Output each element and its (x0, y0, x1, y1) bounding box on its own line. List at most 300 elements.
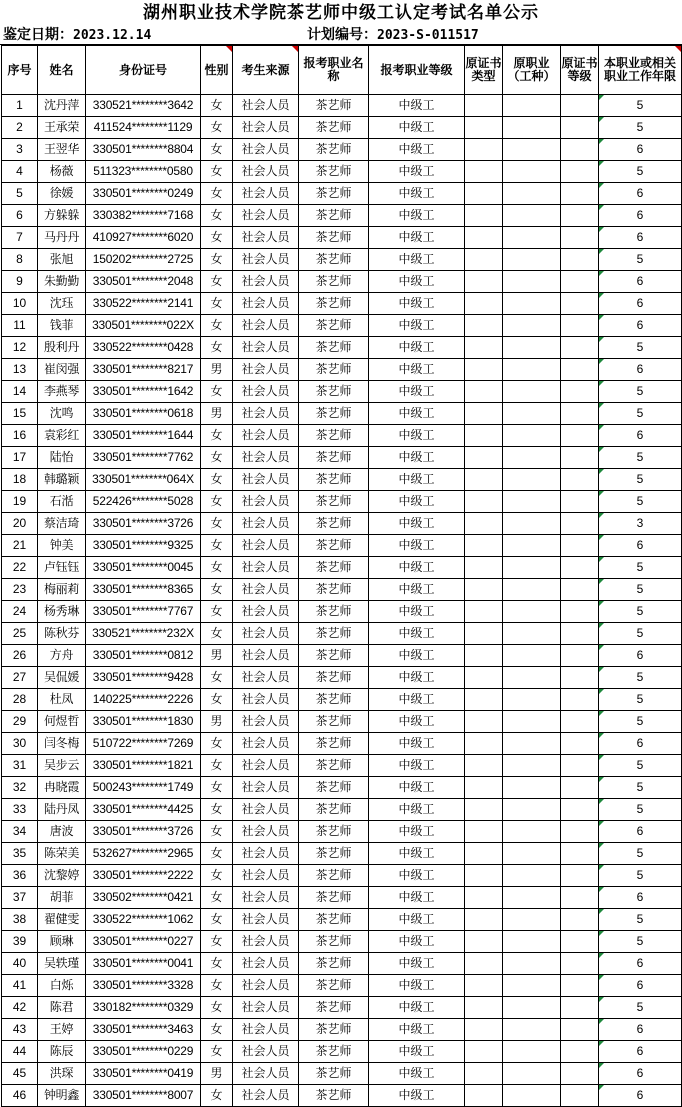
cell-orig-cert-type[interactable] (465, 689, 503, 711)
cell-id-number[interactable]: 330522********1062 (86, 909, 201, 931)
cell-source[interactable]: 社会人员 (233, 227, 299, 249)
cell-orig-cert-type[interactable] (465, 205, 503, 227)
cell-id-number[interactable]: 330522********2141 (86, 293, 201, 315)
cell-occupation[interactable]: 茶艺师 (299, 293, 369, 315)
cell-source[interactable]: 社会人员 (233, 689, 299, 711)
cell-id-number[interactable]: 330501********8217 (86, 359, 201, 381)
cell-index[interactable]: 37 (2, 887, 38, 909)
cell-id-number[interactable]: 330501********2222 (86, 865, 201, 887)
cell-work-years[interactable]: 5 (599, 161, 682, 183)
cell-orig-cert-type[interactable] (465, 777, 503, 799)
cell-index[interactable]: 2 (2, 117, 38, 139)
cell-work-years[interactable]: 5 (599, 491, 682, 513)
cell-orig-occupation[interactable] (503, 799, 561, 821)
cell-orig-cert-type[interactable] (465, 821, 503, 843)
cell-id-number[interactable]: 330521********232X (86, 623, 201, 645)
cell-level[interactable]: 中级工 (369, 161, 465, 183)
cell-work-years[interactable]: 6 (599, 425, 682, 447)
cell-level[interactable]: 中级工 (369, 469, 465, 491)
cell-occupation[interactable]: 茶艺师 (299, 909, 369, 931)
cell-orig-cert-type[interactable] (465, 117, 503, 139)
cell-level[interactable]: 中级工 (369, 139, 465, 161)
cell-occupation[interactable]: 茶艺师 (299, 843, 369, 865)
cell-level[interactable]: 中级工 (369, 271, 465, 293)
cell-name[interactable]: 梅丽莉 (38, 579, 86, 601)
cell-orig-cert-type[interactable] (465, 161, 503, 183)
cell-level[interactable]: 中级工 (369, 931, 465, 953)
cell-gender[interactable]: 女 (201, 95, 233, 117)
cell-work-years[interactable]: 5 (599, 403, 682, 425)
cell-gender[interactable]: 女 (201, 513, 233, 535)
cell-orig-cert-level[interactable] (561, 755, 599, 777)
cell-name[interactable]: 钟美 (38, 535, 86, 557)
cell-level[interactable]: 中级工 (369, 1019, 465, 1041)
cell-id-number[interactable]: 150202********2725 (86, 249, 201, 271)
cell-source[interactable]: 社会人员 (233, 821, 299, 843)
cell-orig-cert-level[interactable] (561, 117, 599, 139)
cell-id-number[interactable]: 511323********0580 (86, 161, 201, 183)
cell-id-number[interactable]: 330501********3463 (86, 1019, 201, 1041)
cell-gender[interactable]: 女 (201, 579, 233, 601)
cell-level[interactable]: 中级工 (369, 381, 465, 403)
cell-id-number[interactable]: 330501********1830 (86, 711, 201, 733)
cell-orig-cert-type[interactable] (465, 1085, 503, 1107)
cell-level[interactable]: 中级工 (369, 579, 465, 601)
cell-orig-occupation[interactable] (503, 359, 561, 381)
cell-occupation[interactable]: 茶艺师 (299, 513, 369, 535)
cell-name[interactable]: 翟健雯 (38, 909, 86, 931)
cell-occupation[interactable]: 茶艺师 (299, 997, 369, 1019)
cell-gender[interactable]: 男 (201, 1063, 233, 1085)
cell-orig-occupation[interactable] (503, 733, 561, 755)
cell-orig-cert-level[interactable] (561, 909, 599, 931)
cell-work-years[interactable]: 5 (599, 799, 682, 821)
cell-orig-cert-level[interactable] (561, 843, 599, 865)
cell-orig-cert-level[interactable] (561, 425, 599, 447)
cell-index[interactable]: 14 (2, 381, 38, 403)
cell-occupation[interactable]: 茶艺师 (299, 601, 369, 623)
cell-gender[interactable]: 女 (201, 425, 233, 447)
cell-gender[interactable]: 女 (201, 821, 233, 843)
cell-index[interactable]: 42 (2, 997, 38, 1019)
cell-work-years[interactable]: 5 (599, 667, 682, 689)
cell-orig-cert-type[interactable] (465, 359, 503, 381)
cell-occupation[interactable]: 茶艺师 (299, 645, 369, 667)
cell-orig-cert-type[interactable] (465, 513, 503, 535)
cell-index[interactable]: 10 (2, 293, 38, 315)
col-header-gender[interactable]: 性别 (201, 46, 233, 95)
cell-gender[interactable]: 女 (201, 689, 233, 711)
cell-occupation[interactable]: 茶艺师 (299, 1041, 369, 1063)
cell-source[interactable]: 社会人员 (233, 579, 299, 601)
cell-name[interactable]: 陈君 (38, 997, 86, 1019)
cell-source[interactable]: 社会人员 (233, 1019, 299, 1041)
cell-id-number[interactable]: 330501********0041 (86, 953, 201, 975)
cell-index[interactable]: 13 (2, 359, 38, 381)
cell-source[interactable]: 社会人员 (233, 513, 299, 535)
cell-orig-occupation[interactable] (503, 403, 561, 425)
cell-orig-cert-type[interactable] (465, 711, 503, 733)
cell-id-number[interactable]: 330501********1821 (86, 755, 201, 777)
cell-orig-cert-type[interactable] (465, 183, 503, 205)
cell-orig-occupation[interactable] (503, 931, 561, 953)
cell-level[interactable]: 中级工 (369, 1063, 465, 1085)
cell-level[interactable]: 中级工 (369, 425, 465, 447)
cell-level[interactable]: 中级工 (369, 447, 465, 469)
cell-name[interactable]: 方舟 (38, 645, 86, 667)
cell-level[interactable]: 中级工 (369, 535, 465, 557)
cell-gender[interactable]: 女 (201, 667, 233, 689)
cell-gender[interactable]: 女 (201, 1041, 233, 1063)
cell-id-number[interactable]: 330501********7762 (86, 447, 201, 469)
cell-orig-occupation[interactable] (503, 139, 561, 161)
cell-index[interactable]: 24 (2, 601, 38, 623)
cell-id-number[interactable]: 330501********1644 (86, 425, 201, 447)
cell-level[interactable]: 中级工 (369, 821, 465, 843)
cell-index[interactable]: 27 (2, 667, 38, 689)
cell-id-number[interactable]: 330501********4425 (86, 799, 201, 821)
cell-orig-cert-level[interactable] (561, 139, 599, 161)
cell-level[interactable]: 中级工 (369, 997, 465, 1019)
cell-orig-cert-type[interactable] (465, 997, 503, 1019)
cell-orig-occupation[interactable] (503, 689, 561, 711)
cell-occupation[interactable]: 茶艺师 (299, 799, 369, 821)
cell-source[interactable]: 社会人员 (233, 469, 299, 491)
cell-orig-cert-type[interactable] (465, 139, 503, 161)
cell-occupation[interactable]: 茶艺师 (299, 95, 369, 117)
cell-orig-cert-type[interactable] (465, 865, 503, 887)
cell-name[interactable]: 杜凤 (38, 689, 86, 711)
cell-occupation[interactable]: 茶艺师 (299, 381, 369, 403)
cell-orig-cert-level[interactable] (561, 557, 599, 579)
cell-orig-cert-level[interactable] (561, 271, 599, 293)
cell-work-years[interactable]: 5 (599, 579, 682, 601)
cell-index[interactable]: 16 (2, 425, 38, 447)
cell-occupation[interactable]: 茶艺师 (299, 271, 369, 293)
cell-name[interactable]: 韩璐颖 (38, 469, 86, 491)
col-header-name[interactable]: 姓名 (38, 46, 86, 95)
cell-work-years[interactable]: 6 (599, 1063, 682, 1085)
cell-orig-cert-level[interactable] (561, 205, 599, 227)
cell-orig-cert-level[interactable] (561, 711, 599, 733)
cell-work-years[interactable]: 6 (599, 975, 682, 997)
cell-orig-occupation[interactable] (503, 425, 561, 447)
cell-orig-cert-level[interactable] (561, 359, 599, 381)
cell-index[interactable]: 1 (2, 95, 38, 117)
cell-id-number[interactable]: 330501********3726 (86, 513, 201, 535)
cell-gender[interactable]: 女 (201, 777, 233, 799)
cell-id-number[interactable]: 330501********0227 (86, 931, 201, 953)
cell-id-number[interactable]: 330501********0229 (86, 1041, 201, 1063)
cell-source[interactable]: 社会人员 (233, 117, 299, 139)
cell-index[interactable]: 26 (2, 645, 38, 667)
cell-gender[interactable]: 男 (201, 403, 233, 425)
cell-occupation[interactable]: 茶艺师 (299, 865, 369, 887)
cell-gender[interactable]: 女 (201, 227, 233, 249)
cell-source[interactable]: 社会人员 (233, 205, 299, 227)
cell-id-number[interactable]: 330501********8007 (86, 1085, 201, 1107)
cell-source[interactable]: 社会人员 (233, 865, 299, 887)
cell-id-number[interactable]: 500243********1749 (86, 777, 201, 799)
cell-orig-cert-level[interactable] (561, 821, 599, 843)
cell-gender[interactable]: 女 (201, 139, 233, 161)
cell-orig-cert-type[interactable] (465, 1041, 503, 1063)
cell-orig-occupation[interactable] (503, 557, 561, 579)
cell-gender[interactable]: 女 (201, 183, 233, 205)
cell-orig-cert-type[interactable] (465, 249, 503, 271)
cell-name[interactable]: 崔闵强 (38, 359, 86, 381)
cell-source[interactable]: 社会人员 (233, 711, 299, 733)
cell-work-years[interactable]: 6 (599, 227, 682, 249)
cell-index[interactable]: 35 (2, 843, 38, 865)
cell-source[interactable]: 社会人员 (233, 425, 299, 447)
cell-gender[interactable]: 女 (201, 161, 233, 183)
cell-occupation[interactable]: 茶艺师 (299, 711, 369, 733)
cell-work-years[interactable]: 5 (599, 337, 682, 359)
cell-level[interactable]: 中级工 (369, 95, 465, 117)
col-header-orig-occupation[interactable]: 原职业（工种） (503, 46, 561, 95)
cell-level[interactable]: 中级工 (369, 733, 465, 755)
cell-source[interactable]: 社会人员 (233, 337, 299, 359)
cell-occupation[interactable]: 茶艺师 (299, 469, 369, 491)
cell-id-number[interactable]: 522426********5028 (86, 491, 201, 513)
cell-work-years[interactable]: 6 (599, 1085, 682, 1107)
cell-name[interactable]: 殷利丹 (38, 337, 86, 359)
cell-orig-cert-type[interactable] (465, 931, 503, 953)
cell-source[interactable]: 社会人员 (233, 909, 299, 931)
cell-level[interactable]: 中级工 (369, 909, 465, 931)
cell-work-years[interactable]: 6 (599, 359, 682, 381)
cell-work-years[interactable]: 6 (599, 535, 682, 557)
cell-gender[interactable]: 女 (201, 337, 233, 359)
cell-source[interactable]: 社会人员 (233, 1085, 299, 1107)
cell-work-years[interactable]: 6 (599, 205, 682, 227)
cell-orig-cert-level[interactable] (561, 95, 599, 117)
cell-gender[interactable]: 女 (201, 293, 233, 315)
cell-id-number[interactable]: 330501********8365 (86, 579, 201, 601)
cell-index[interactable]: 6 (2, 205, 38, 227)
cell-orig-cert-type[interactable] (465, 579, 503, 601)
cell-name[interactable]: 陆丹凤 (38, 799, 86, 821)
cell-gender[interactable]: 女 (201, 1085, 233, 1107)
cell-index[interactable]: 20 (2, 513, 38, 535)
cell-name[interactable]: 徐媛 (38, 183, 86, 205)
cell-orig-cert-type[interactable] (465, 315, 503, 337)
cell-orig-cert-level[interactable] (561, 1085, 599, 1107)
cell-source[interactable]: 社会人员 (233, 491, 299, 513)
cell-source[interactable]: 社会人员 (233, 1041, 299, 1063)
cell-source[interactable]: 社会人员 (233, 623, 299, 645)
cell-orig-occupation[interactable] (503, 821, 561, 843)
cell-orig-occupation[interactable] (503, 623, 561, 645)
cell-orig-occupation[interactable] (503, 755, 561, 777)
cell-work-years[interactable]: 6 (599, 733, 682, 755)
col-header-id-number[interactable]: 身份证号 (86, 46, 201, 95)
cell-name[interactable]: 王翌华 (38, 139, 86, 161)
cell-orig-cert-level[interactable] (561, 535, 599, 557)
cell-orig-occupation[interactable] (503, 711, 561, 733)
col-header-orig-cert-level[interactable]: 原证书等级 (561, 46, 599, 95)
cell-orig-cert-type[interactable] (465, 381, 503, 403)
cell-gender[interactable]: 女 (201, 843, 233, 865)
cell-source[interactable]: 社会人员 (233, 887, 299, 909)
cell-index[interactable]: 44 (2, 1041, 38, 1063)
cell-orig-cert-level[interactable] (561, 381, 599, 403)
cell-orig-occupation[interactable] (503, 161, 561, 183)
cell-work-years[interactable]: 5 (599, 447, 682, 469)
cell-orig-cert-level[interactable] (561, 953, 599, 975)
cell-gender[interactable]: 女 (201, 887, 233, 909)
cell-id-number[interactable]: 330501********3328 (86, 975, 201, 997)
cell-id-number[interactable]: 330502********0421 (86, 887, 201, 909)
cell-source[interactable]: 社会人员 (233, 953, 299, 975)
cell-occupation[interactable]: 茶艺师 (299, 1019, 369, 1041)
cell-orig-cert-level[interactable] (561, 623, 599, 645)
cell-id-number[interactable]: 330501********0045 (86, 557, 201, 579)
cell-orig-cert-type[interactable] (465, 733, 503, 755)
cell-orig-cert-type[interactable] (465, 667, 503, 689)
cell-name[interactable]: 杨薇 (38, 161, 86, 183)
cell-index[interactable]: 4 (2, 161, 38, 183)
cell-name[interactable]: 卢钰钰 (38, 557, 86, 579)
cell-gender[interactable]: 女 (201, 623, 233, 645)
cell-work-years[interactable]: 5 (599, 689, 682, 711)
cell-occupation[interactable]: 茶艺师 (299, 447, 369, 469)
cell-index[interactable]: 5 (2, 183, 38, 205)
cell-name[interactable]: 杨秀琳 (38, 601, 86, 623)
cell-id-number[interactable]: 330501********9325 (86, 535, 201, 557)
cell-occupation[interactable]: 茶艺师 (299, 183, 369, 205)
cell-gender[interactable]: 女 (201, 931, 233, 953)
cell-work-years[interactable]: 6 (599, 1019, 682, 1041)
cell-level[interactable]: 中级工 (369, 689, 465, 711)
cell-name[interactable]: 胡菲 (38, 887, 86, 909)
cell-occupation[interactable]: 茶艺师 (299, 579, 369, 601)
cell-orig-occupation[interactable] (503, 249, 561, 271)
cell-work-years[interactable]: 5 (599, 95, 682, 117)
cell-orig-cert-level[interactable] (561, 667, 599, 689)
cell-gender[interactable]: 女 (201, 557, 233, 579)
cell-orig-cert-type[interactable] (465, 601, 503, 623)
col-header-index[interactable]: 序号 (2, 46, 38, 95)
cell-orig-cert-type[interactable] (465, 975, 503, 997)
cell-index[interactable]: 3 (2, 139, 38, 161)
cell-orig-cert-type[interactable] (465, 491, 503, 513)
cell-name[interactable]: 洪琛 (38, 1063, 86, 1085)
cell-occupation[interactable]: 茶艺师 (299, 359, 369, 381)
cell-occupation[interactable]: 茶艺师 (299, 337, 369, 359)
cell-level[interactable]: 中级工 (369, 293, 465, 315)
cell-occupation[interactable]: 茶艺师 (299, 887, 369, 909)
cell-gender[interactable]: 女 (201, 535, 233, 557)
col-header-source[interactable]: 考生来源 (233, 46, 299, 95)
cell-orig-occupation[interactable] (503, 953, 561, 975)
cell-gender[interactable]: 女 (201, 953, 233, 975)
cell-occupation[interactable]: 茶艺师 (299, 953, 369, 975)
cell-name[interactable]: 何煜哲 (38, 711, 86, 733)
cell-id-number[interactable]: 330501********064X (86, 469, 201, 491)
cell-work-years[interactable]: 5 (599, 117, 682, 139)
cell-source[interactable]: 社会人员 (233, 359, 299, 381)
cell-name[interactable]: 唐波 (38, 821, 86, 843)
cell-orig-cert-type[interactable] (465, 909, 503, 931)
cell-orig-occupation[interactable] (503, 1019, 561, 1041)
cell-source[interactable]: 社会人员 (233, 997, 299, 1019)
cell-work-years[interactable]: 6 (599, 887, 682, 909)
cell-level[interactable]: 中级工 (369, 777, 465, 799)
cell-orig-occupation[interactable] (503, 1041, 561, 1063)
cell-orig-occupation[interactable] (503, 645, 561, 667)
cell-level[interactable]: 中级工 (369, 403, 465, 425)
cell-orig-occupation[interactable] (503, 227, 561, 249)
cell-orig-cert-level[interactable] (561, 491, 599, 513)
cell-gender[interactable]: 女 (201, 447, 233, 469)
cell-id-number[interactable]: 411524********1129 (86, 117, 201, 139)
cell-name[interactable]: 钱菲 (38, 315, 86, 337)
cell-level[interactable]: 中级工 (369, 843, 465, 865)
cell-orig-cert-type[interactable] (465, 953, 503, 975)
cell-name[interactable]: 王承荣 (38, 117, 86, 139)
cell-name[interactable]: 冉晓霞 (38, 777, 86, 799)
cell-source[interactable]: 社会人员 (233, 755, 299, 777)
cell-source[interactable]: 社会人员 (233, 733, 299, 755)
cell-gender[interactable]: 女 (201, 733, 233, 755)
cell-id-number[interactable]: 140225********2226 (86, 689, 201, 711)
cell-name[interactable]: 陆怡 (38, 447, 86, 469)
cell-orig-cert-level[interactable] (561, 931, 599, 953)
cell-id-number[interactable]: 330501********0812 (86, 645, 201, 667)
cell-name[interactable]: 吴侃媛 (38, 667, 86, 689)
cell-name[interactable]: 方躲躲 (38, 205, 86, 227)
cell-source[interactable]: 社会人员 (233, 777, 299, 799)
cell-index[interactable]: 41 (2, 975, 38, 997)
cell-orig-occupation[interactable] (503, 975, 561, 997)
cell-orig-cert-level[interactable] (561, 513, 599, 535)
cell-name[interactable]: 李燕琴 (38, 381, 86, 403)
cell-orig-cert-type[interactable] (465, 425, 503, 447)
cell-work-years[interactable]: 5 (599, 909, 682, 931)
cell-source[interactable]: 社会人员 (233, 95, 299, 117)
cell-orig-cert-level[interactable] (561, 777, 599, 799)
cell-id-number[interactable]: 330501********3726 (86, 821, 201, 843)
cell-orig-occupation[interactable] (503, 293, 561, 315)
cell-level[interactable]: 中级工 (369, 491, 465, 513)
cell-orig-cert-type[interactable] (465, 623, 503, 645)
cell-orig-cert-level[interactable] (561, 447, 599, 469)
cell-work-years[interactable]: 5 (599, 843, 682, 865)
cell-level[interactable]: 中级工 (369, 711, 465, 733)
cell-orig-occupation[interactable] (503, 491, 561, 513)
cell-level[interactable]: 中级工 (369, 183, 465, 205)
cell-orig-cert-type[interactable] (465, 535, 503, 557)
cell-orig-cert-type[interactable] (465, 887, 503, 909)
cell-orig-occupation[interactable] (503, 865, 561, 887)
cell-index[interactable]: 30 (2, 733, 38, 755)
cell-orig-cert-level[interactable] (561, 799, 599, 821)
cell-level[interactable]: 中级工 (369, 249, 465, 271)
cell-orig-cert-type[interactable] (465, 469, 503, 491)
cell-name[interactable]: 沈珏 (38, 293, 86, 315)
cell-level[interactable]: 中级工 (369, 623, 465, 645)
cell-orig-cert-type[interactable] (465, 293, 503, 315)
cell-occupation[interactable]: 茶艺师 (299, 161, 369, 183)
cell-work-years[interactable]: 5 (599, 755, 682, 777)
cell-level[interactable]: 中级工 (369, 337, 465, 359)
cell-work-years[interactable]: 5 (599, 469, 682, 491)
cell-index[interactable]: 43 (2, 1019, 38, 1041)
cell-id-number[interactable]: 330501********8804 (86, 139, 201, 161)
cell-index[interactable]: 21 (2, 535, 38, 557)
